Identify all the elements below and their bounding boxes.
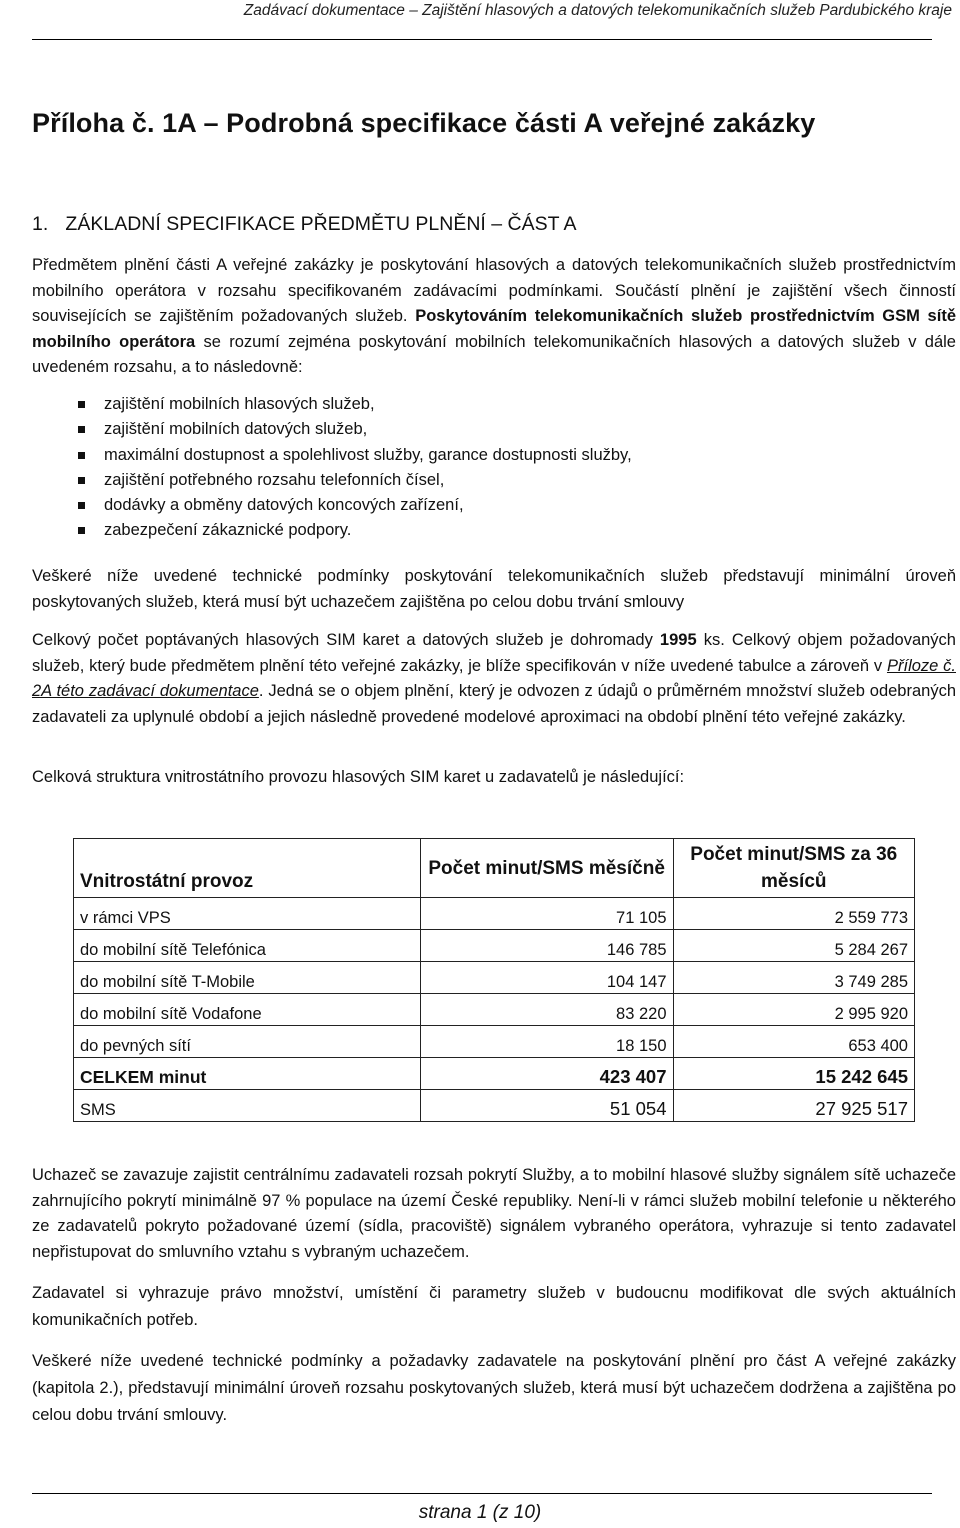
paragraph-subject (32, 253, 956, 381)
list-item (76, 392, 632, 417)
paragraph-subject-bold: Poskytováním telekomunikačních služeb prostřednictvím GSM sítě mobilního operátora (32, 307, 956, 351)
paragraph-reservation: Zadavatel si vyhrazuje právo množství, umístění či parametry služeb v budoucnu modifikovat dle svých aktuálních komunikačních potřeb. (32, 1284, 956, 1329)
table-row (74, 962, 915, 994)
row-label: do mobilní sítě Vodafone (74, 994, 421, 1026)
monthly-value: 71 105 (420, 898, 673, 930)
table-header-row (74, 839, 915, 898)
table-row (74, 1026, 915, 1058)
page-number: strana 1 (z 10) (418, 1502, 542, 1523)
service-list (76, 392, 632, 544)
monthly-value: 146 785 (420, 930, 673, 962)
list-item-text: zajištění mobilních hlasových služeb, (104, 395, 375, 413)
row-label: CELKEM minut (74, 1058, 421, 1090)
square-bullet-icon (78, 477, 85, 484)
list-item (76, 468, 632, 493)
paragraph-total-count-part1: Celkový počet poptávaných hlasových SIM karet a datových služeb je dohromady (32, 631, 660, 649)
column-header: Vnitrostátní provoz (74, 839, 421, 898)
list-item (76, 417, 632, 442)
square-bullet-icon (78, 426, 85, 433)
row-label: v rámci VPS (74, 898, 421, 930)
square-bullet-icon (78, 527, 85, 534)
list-item-text: zabezpečení zákaznické podpory. (104, 521, 352, 540)
section-heading (32, 213, 577, 236)
paragraph-table-intro: Celková struktura vnitrostátního provozu hlasových SIM karet u zadavatelů je následující: (32, 768, 685, 786)
paragraph-subject-part2: se rozumí zejména poskytování mobilních telekomunikačních hlasových a datových služeb v dále uvedeném rozsahu, a to následovně: (32, 332, 956, 376)
list-item-text: zajištění potřebného rozsahu telefonních čísel, (104, 470, 445, 489)
paragraph-technical-conditions: Veškeré níže uvedené technické podmínky a požadavky zadavatele na poskytování plnění pro část A veřejné zakázky (kapitola 2.), představují minimální úroveň rozsahu poskytovaných služeb, která musí být uchazečem dodržena a zajištěna po celou dobu trvání smlouvy. (32, 1352, 956, 1424)
row-label: do pevných sítí (74, 1026, 421, 1058)
paragraph-subject-part1: Předmětem plnění části A veřejné zakázky je poskytování hlasových a datových telekomunikačních služeb prostřednictvím mobilního operátora v rozsahu specifikovaném zadávacími podmínkami. Součástí plnění je zajištění všech činností souvisejících se zajištěním požadovaných služeb. (32, 256, 956, 325)
paragraph-coverage: Uchazeč se zavazuje zajistit centrálnímu zadavateli rozsah pokrytí Služby, a to mobilní hlasové služby signálem sítě uchazeče zahrnujícího pokrytí minimálně 97 % populace na území České republiky. Není-li v rámci služeb mobilní telefonie u některého ze zadavatelů pokryto požadované území (sídla, pracoviště) signálem vybraného operátora, vyhrazuje si tento zadavatel nepřistupovat do smluvního vztahu s vybraným uchazečem. (32, 1166, 956, 1261)
sim-count: 1995 (659, 631, 697, 649)
footer-divider (32, 1493, 932, 1494)
row-label: do mobilní sítě T-Mobile (74, 962, 421, 994)
paragraph-total-count-part3: . Jedná se o objem plnění, který je odvozen z údajů o průměrném množství služeb odebraných zadavateli za uplynulé období a jejich následně provedené modelové aproximaci na období plnění této veřejné zakázky. (32, 682, 957, 726)
row-label: do mobilní sítě Telefónica (74, 930, 421, 962)
traffic-volume-table (73, 838, 915, 1122)
paragraph-minimum-level: Veškeré níže uvedené technické podmínky poskytování telekomunikačních služeb představují minimální úroveň poskytovaných služeb, která musí být uchazečem zajištěna po celou dobu trvání smlouvy (32, 567, 956, 611)
square-bullet-icon (78, 502, 85, 509)
paragraph-total-count (32, 628, 956, 730)
header-divider (32, 39, 932, 40)
table-row (74, 994, 915, 1026)
table-sms-row (74, 1090, 915, 1122)
square-bullet-icon (78, 401, 85, 408)
section-number: 1. (32, 213, 49, 235)
monthly-value: 83 220 (420, 994, 673, 1026)
list-item (76, 493, 632, 518)
total-36-value: 15 242 645 (673, 1058, 914, 1090)
list-item (76, 518, 632, 543)
column-header: Počet minut/SMS za 36 měsíců (673, 839, 914, 898)
page-title: Příloha č. 1A – Podrobná specifikace části A veřejné zakázky (32, 108, 816, 138)
table-total-row (74, 1058, 915, 1090)
total-36-value: 2 559 773 (673, 898, 914, 930)
total-36-value: 653 400 (673, 1026, 914, 1058)
total-36-value: 27 925 517 (673, 1090, 914, 1122)
total-36-value: 3 749 285 (673, 962, 914, 994)
running-header: Zadávací dokumentace – Zajištění hlasových a datových telekomunikačních služeb Pardubického kraje (243, 2, 952, 19)
paragraph-total-count-part2: ks. Celkový objem požadovaných služeb, který bude předmětem plnění této veřejné zakázky, je blíže specifikován v níže uvedené tabulce a zároveň v (32, 631, 956, 675)
total-36-value: 5 284 267 (673, 930, 914, 962)
row-label: SMS (74, 1090, 421, 1122)
table-row (74, 930, 915, 962)
monthly-value: 423 407 (420, 1058, 673, 1090)
list-item (76, 443, 632, 468)
monthly-value: 51 054 (420, 1090, 673, 1122)
list-item-text: maximální dostupnost a spolehlivost služby, garance dostupnosti služby, (104, 445, 632, 464)
monthly-value: 104 147 (420, 962, 673, 994)
list-item-text: zajištění mobilních datových služeb, (104, 420, 368, 439)
list-item-text: dodávky a obměny datových koncových zařízení, (104, 496, 464, 515)
column-header: Počet minut/SMS měsíčně (420, 839, 673, 898)
attachment-reference-link[interactable]: Příloze č. 2A této zadávací dokumentace (32, 656, 956, 700)
monthly-value: 18 150 (420, 1026, 673, 1058)
square-bullet-icon (78, 452, 85, 459)
table-row (74, 898, 915, 930)
total-36-value: 2 995 920 (673, 994, 914, 1026)
section-heading-text: ZÁKLADNÍ SPECIFIKACE PŘEDMĚTU PLNĚNÍ – ČÁST A (65, 213, 577, 235)
